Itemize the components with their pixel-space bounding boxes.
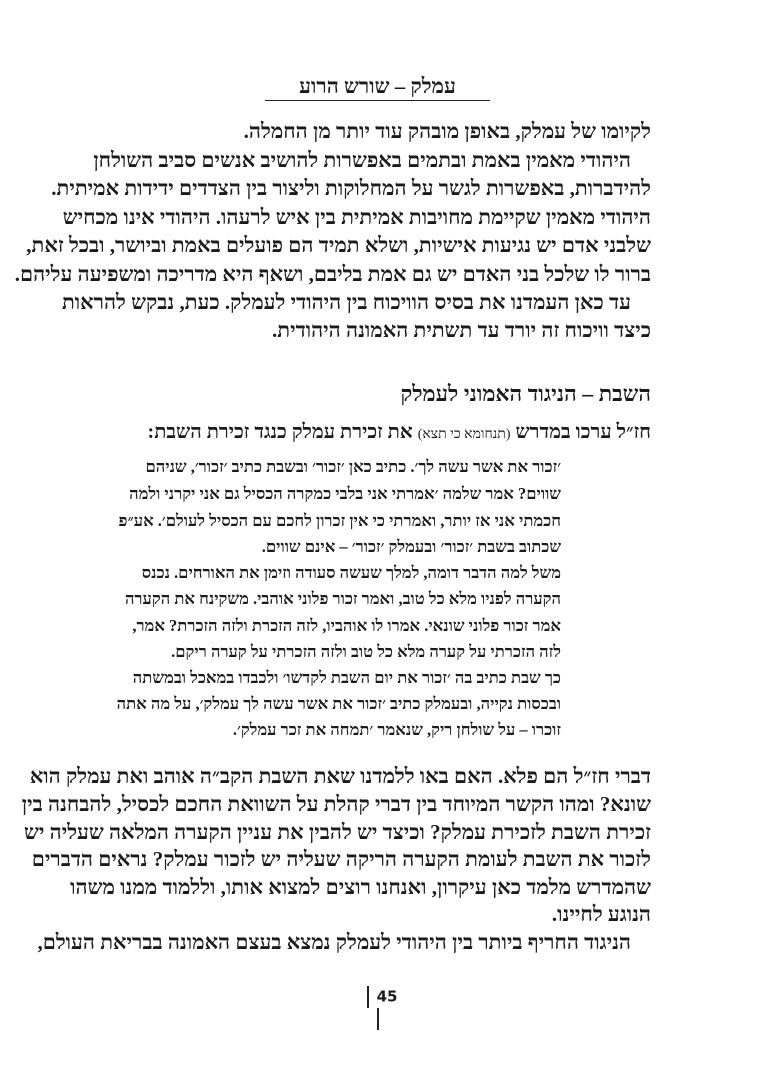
intro-text: חז״ל ערכו במדרש	[510, 421, 651, 443]
quote-line: חכמתי אני אז יותר, ואמרתי כי אין זכרון לחכם עם הכסיל לעולם׳. אע״פ	[118, 511, 561, 530]
quote-line: שווים? אמר שלמה ׳אמרתי אני בלבי כמקרה הכסיל גם אני יקרני ולמה	[129, 484, 561, 503]
text-line: היהודי מאמין שקיימת מחויבות אמיתית בין איש לרעהו. היהודי אינו מכחיש	[62, 205, 651, 229]
quote-line: לזה הזכרתי על קערה מלא כל טוב ולזה הזכרתי על קערה ריקם.	[171, 642, 561, 661]
intro-text: את זכירת עמלק כנגד זכירת השבת:	[147, 421, 418, 443]
quote-line: משל למה הדבר דומה, למלך שעשה סעודה וזימן את האורחים. נכנס	[141, 563, 561, 582]
quote-line: כך שבת כתיב בה ׳זכור את יום השבת לקדשו׳ ולכבדו במאכל ובמשתה	[132, 668, 561, 687]
running-header: עמלק – שורש הרוע	[299, 74, 456, 98]
text-line: היהודי מאמין באמת ובתמים באפשרות להושיב אנשים סביב השולחן	[93, 148, 631, 172]
header-rule	[265, 100, 490, 101]
quote-intro	[148, 421, 651, 444]
text-line: לזכור את השבת לעומת הקערה הריקה שעליה יש לזכור עמלק? נראים הדברים	[31, 847, 651, 871]
quote-line: הקערה לפניו מלא כל טוב, ואמר זכור פלוני אוהבי. משקינח את הקערה	[124, 589, 561, 608]
quote-line: אמר זכור פלוני שונאי. אמרו לו אוהביו, לזה הזכרת ולזה הזכרת? אמר,	[132, 616, 561, 635]
page-number	[352, 986, 404, 1030]
page-number-bar	[377, 1008, 379, 1030]
text-line: דברי חז״ל הם פלא. האם באו ללמדנו שאת השבת הקב״ה אוהב ואת עמלק הוא	[29, 764, 651, 788]
section-heading: השבת – הניגוד האמוני לעמלק	[400, 381, 651, 406]
quote-line: שכתוב בשבת ׳זכור׳ ובעמלק ׳זכור׳ – אינם שווים.	[261, 537, 561, 556]
quote-line: ׳זכור את אשר עשה לך׳. כתיב כאן ׳זכור׳ ובשבת כתיב ׳זכור׳, שניהם	[145, 457, 561, 476]
text-line: כיצד וויכוח זה יורד עד תשתית האמונה היהודית.	[272, 318, 651, 342]
quote-line: זוכרו – על שולחן ריק, שנאמר ׳תמחה את זכר עמלק׳.	[232, 720, 561, 739]
text-line: לקיומו של עמלק, באופן מובהק עוד יותר מן החמלה.	[243, 119, 651, 143]
text-line: עד כאן העמדנו את בסיס הוויכוח בין היהודי לעמלק. כעת, נבקש להראות	[62, 290, 631, 314]
text-line: להידברות, באפשרות לגשר על המחלוקות וליצור בין הצדדים ידידות אמיתית.	[51, 176, 651, 200]
text-line: ברור לו שלכל בני האדם יש גם אמת בליבם, ושאף היא מדריכה ומשפיעה עליהם.	[14, 262, 651, 286]
source-citation: (תנחומא כי תצא)	[417, 427, 511, 442]
text-line: שלבני אדם יש נגיעות אישיות, ושלא תמיד הם פועלים באמת וביושר, ובכל זאת,	[26, 233, 651, 257]
text-line: שהמדרש מלמד כאן עיקרון, ואנחנו רוצים למצוא אותו, וללמוד ממנו משהו	[70, 875, 651, 899]
text-line: הניגוד החריף ביותר בין היהודי לעמלק נמצא בעצם האמונה בבריאת העולם,	[37, 930, 631, 954]
text-line: הנוגע לחיינו.	[551, 902, 651, 926]
text-line: שונא? ומהו הקשר המיוחד בין דברי קהלת על השוואת החכם לכסיל, להבחנה בין	[21, 792, 651, 816]
page-number-bar	[367, 986, 369, 1008]
text-line: זכירת השבת לזכירת עמלק? וכיצד יש להבין את עניין הקערה המלאה שעליה יש	[23, 820, 651, 844]
quote-line: ובכסות נקייה, ובעמלק כתיב ׳זכור את אשר עשה לך עמלק׳, על מה אתה	[116, 694, 561, 713]
page-number-text: 45	[376, 987, 398, 1006]
